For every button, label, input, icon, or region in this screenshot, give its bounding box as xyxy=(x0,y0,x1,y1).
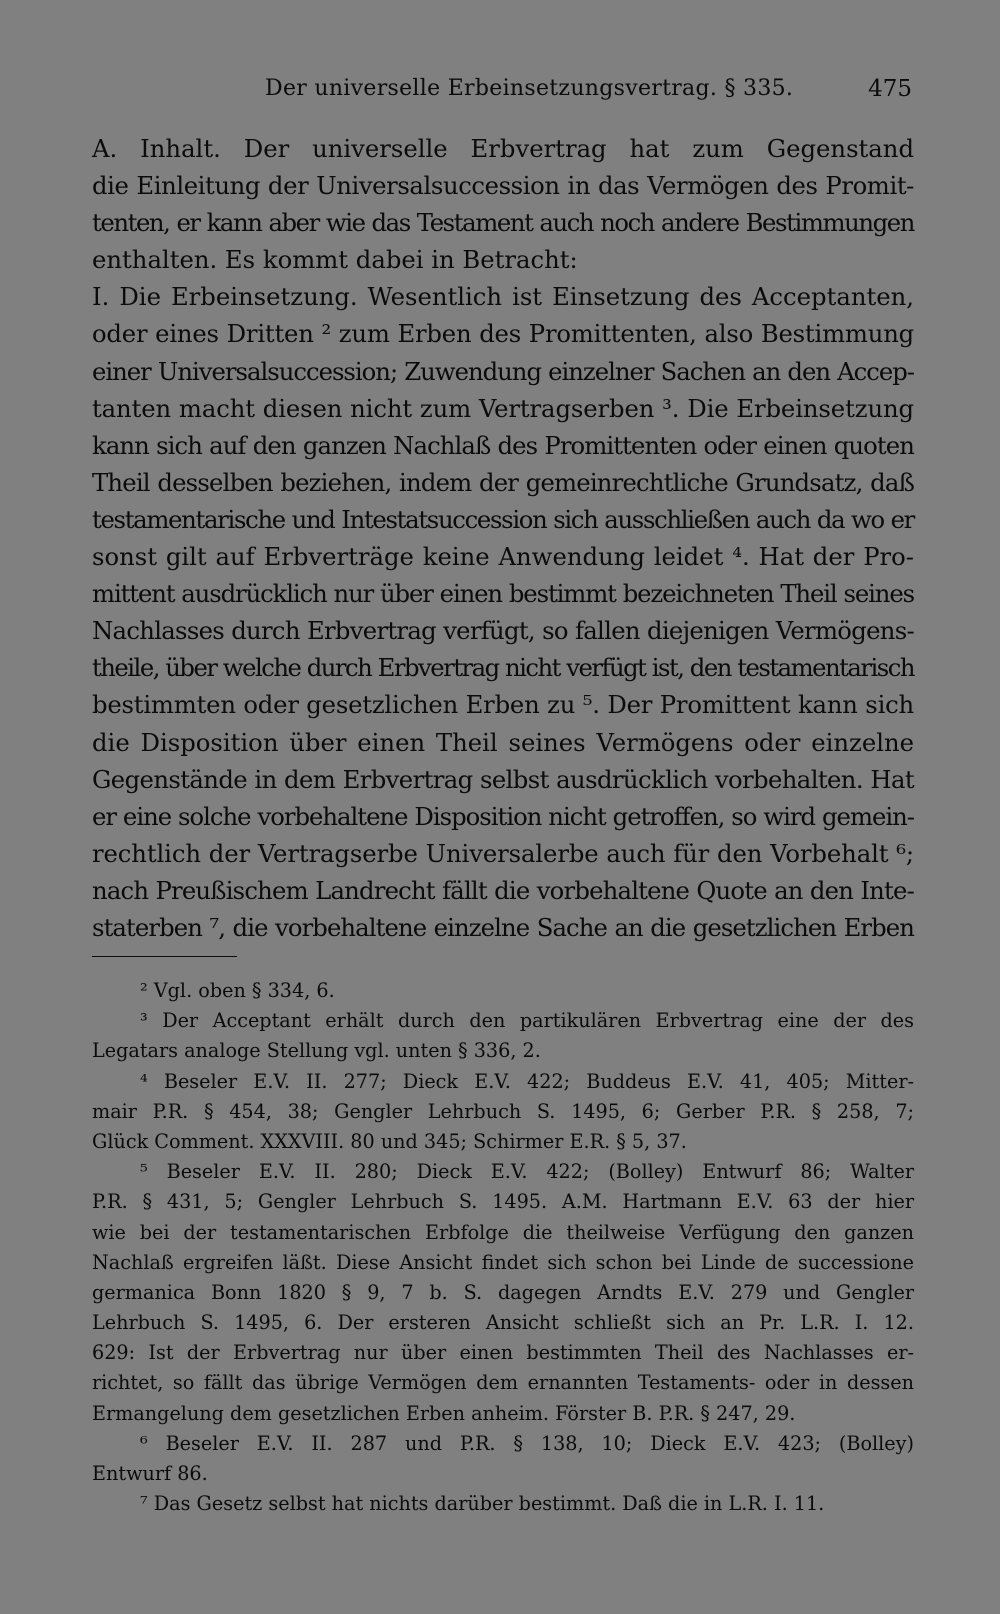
text-line: die Disposition über einen Theil seines Vermögens oder einzelne xyxy=(92,727,914,757)
footnote-line: Nachlaß ergreifen läßt. Diese Ansicht findet sich schon bei Linde de successione xyxy=(92,1250,914,1274)
footnote-line: ⁷ Das Gesetz selbst hat nichts darüber bestimmt. Daß die in L.R. I. 11. xyxy=(140,1492,825,1516)
text-line: die Einleitung der Universalsuccession in das Vermögen des Promit- xyxy=(92,171,914,201)
text-line: kann sich auf den ganzen Nachlaß des Promittenten oder einen quoten xyxy=(92,430,914,460)
text-line: I. Die Erbeinsetzung. Wesentlich ist Einsetzung des Acceptanten, xyxy=(92,282,914,312)
text-line: theile, über welche durch Erbvertrag nicht verfügt ist, den testamentarisch xyxy=(92,653,914,683)
footnote-line: Ermangelung dem gesetzlichen Erben anheim. Förster B. P.R. § 247, 29. xyxy=(92,1401,796,1425)
text-line: enthalten. Es kommt dabei in Betracht: xyxy=(92,245,578,275)
text-line: tenten, er kann aber wie das Testament auch noch andere Bestimmungen xyxy=(92,208,914,238)
page-header xyxy=(90,72,912,112)
footnote-line: Entwurf 86. xyxy=(92,1462,208,1485)
text-line: Theil desselben beziehen, indem der gemeinrechtliche Grundsatz, daß xyxy=(92,467,914,497)
footnotes xyxy=(92,976,914,1519)
footnote-line: Glück Comment. XXXVIII. 80 und 345; Schirmer E.R. § 5, 37. xyxy=(92,1129,687,1153)
footnote-line: ⁶ Beseler E.V. II. 287 und P.R. § 138, 10; Dieck E.V. 423; (Bolley) xyxy=(140,1431,914,1455)
text-line: mittent ausdrücklich nur über einen bestimmt bezeichneten Theil seines xyxy=(92,579,914,609)
text-line: Gegenstände in dem Erbvertrag selbst ausdrücklich vorbehalten. Hat xyxy=(92,764,914,794)
text-line: A. Inhalt. Der universelle Erbvertrag hat zum Gegenstand xyxy=(92,134,914,163)
text-line: nach Preußischem Landrecht fällt die vorbehaltene Quote an den Inte- xyxy=(92,875,914,905)
text-line: oder eines Dritten ² zum Erben des Promittenten, also Bestimmung xyxy=(92,319,914,349)
running-title: Der universelle Erbeinsetzungsvertrag. § 335. xyxy=(265,76,794,101)
page-number: 475 xyxy=(868,76,912,102)
footnote-line: mair P.R. § 454, 38; Gengler Lehrbuch S. 1495, 6; Gerber P.R. § 258, 7; xyxy=(92,1099,914,1123)
footnote-line: ⁴ Beseler E.V. II. 277; Dieck E.V. 422; Buddeus E.V. 41, 405; Mitter- xyxy=(140,1069,914,1093)
footnote-line: 629: Ist der Erbvertrag nur über einen bestimmten Theil des Nachlasses er- xyxy=(92,1341,914,1365)
footnote-line: Legatars analoge Stellung vgl. unten § 336, 2. xyxy=(92,1039,541,1063)
footnote-line: ⁵ Beseler E.V. II. 280; Dieck E.V. 422; (Bolley) Entwurf 86; Walter xyxy=(140,1160,914,1184)
text-line: rechtlich der Vertragserbe Universalerbe auch für den Vorbehalt ⁶; xyxy=(92,838,914,868)
footnote-line: germanica Bonn 1820 § 9, 7 b. S. dagegen Arndts E.V. 279 und Gengler xyxy=(92,1280,914,1304)
text-line: Nachlasses durch Erbvertrag verfügt, so fallen diejenigen Vermögens- xyxy=(92,616,914,646)
text-line: bestimmten oder gesetzlichen Erben zu ⁵. Der Promittent kann sich xyxy=(92,690,914,720)
footnote-line: wie bei der testamentarischen Erbfolge die theilweise Verfügung den ganzen xyxy=(92,1220,914,1244)
text-line: sonst gilt auf Erbverträge keine Anwendung leidet ⁴. Hat der Pro- xyxy=(92,542,914,572)
text-line: testamentarische und Intestatsuccession sich ausschließen auch da wo er xyxy=(92,504,914,534)
footnote-line: ² Vgl. oben § 334, 6. xyxy=(140,979,335,1002)
text-line: staterben ⁷, die vorbehaltene einzelne Sache an die gesetzlichen Erben xyxy=(92,912,914,942)
footnote-line: P.R. § 431, 5; Gengler Lehrbuch S. 1495. A.M. Hartmann E.V. 63 der hier xyxy=(92,1190,914,1214)
footnote-rule xyxy=(92,956,237,957)
footnote-line: Lehrbuch S. 1495, 6. Der ersteren Ansicht schließt sich an Pr. L.R. I. 12. xyxy=(92,1311,914,1335)
footnote-line: ³ Der Acceptant erhält durch den partikulären Erbvertrag eine der des xyxy=(140,1009,914,1033)
main-text xyxy=(92,130,914,946)
text-line: tanten macht diesen nicht zum Vertragserben ³. Die Erbeinsetzung xyxy=(92,393,914,423)
text-line: einer Universalsuccession; Zuwendung einzelner Sachen an den Accep- xyxy=(92,356,914,386)
footnote-line: richtet, so fällt das übrige Vermögen dem ernannten Testaments- oder in dessen xyxy=(92,1371,914,1395)
text-line: er eine solche vorbehaltene Disposition nicht getroffen, so wird gemein- xyxy=(92,801,914,831)
